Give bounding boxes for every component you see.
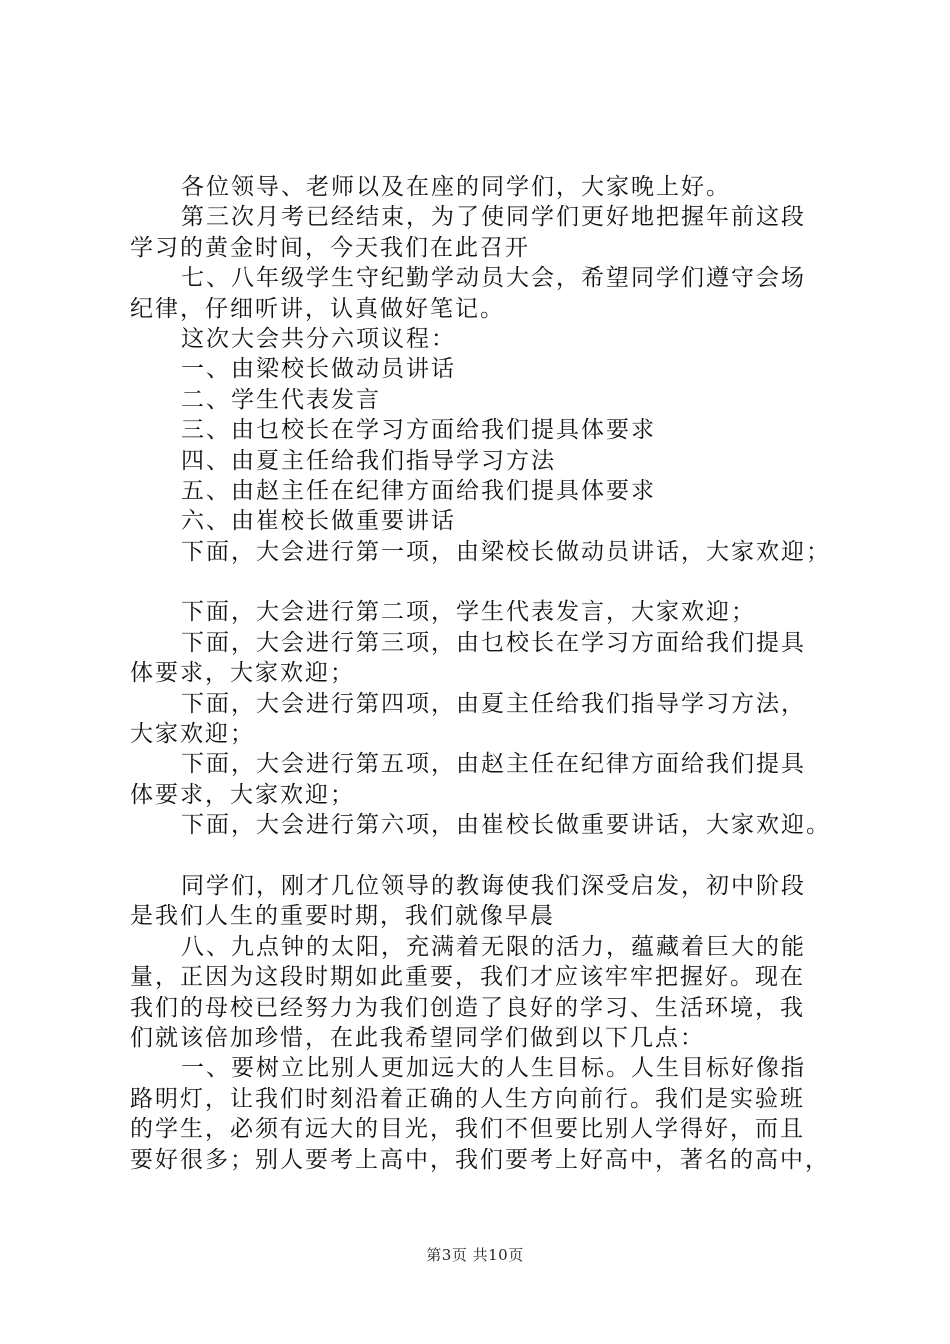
text-line: 量，正因为这段时期如此重要，我们才应该牢牢把握好。现在 (130, 964, 805, 991)
text-line: 体要求，大家欢迎； (130, 781, 355, 808)
text-line: 们就该倍加珍惜，在此我希望同学们做到以下几点： (130, 1024, 705, 1051)
text-line: 大家欢迎； (130, 721, 255, 748)
blank-line (130, 841, 840, 871)
document-body (130, 172, 840, 1175)
text-line: 学习的黄金时间，今天我们在此召开 (130, 234, 530, 261)
page-footer: 第3页 共10页 (426, 1246, 524, 1264)
agenda-item: 六、由崔校长做重要讲话 (181, 508, 456, 535)
text-line: 这次大会共分六项议程： (181, 325, 456, 352)
text-line: 同学们，刚才几位领导的教诲使我们深受启发，初中阶段 (181, 872, 806, 899)
agenda-item: 二、学生代表发言 (181, 386, 381, 413)
text-line: 下面，大会进行第一项，由梁校长做动员讲话，大家欢迎； (181, 538, 831, 565)
agenda-item: 五、由赵主任在纪律方面给我们提具体要求 (181, 477, 656, 504)
text-line: 下面，大会进行第三项，由乜校长在学习方面给我们提具 (181, 629, 806, 656)
text-line: 七、八年级学生守纪勤学动员大会，希望同学们遵守会场 (181, 265, 806, 292)
text-line: 一、要树立比别人更加远大的人生目标。人生目标好像指 (181, 1055, 806, 1082)
text-line: 第三次月考已经结束，为了使同学们更好地把握年前这段 (181, 204, 806, 231)
blank-line (130, 567, 840, 597)
text-line: 路明灯，让我们时刻沿着正确的人生方向前行。我们是实验班 (130, 1085, 805, 1112)
text-line: 下面，大会进行第五项，由赵主任在纪律方面给我们提具 (181, 751, 806, 778)
text-line: 体要求，大家欢迎； (130, 660, 355, 687)
text-line: 八、九点钟的太阳，充满着无限的活力，蕴藏着巨大的能 (181, 933, 806, 960)
text-line: 我们的母校已经努力为我们创造了良好的学习、生活环境，我 (130, 994, 805, 1021)
text-line: 下面，大会进行第二项，学生代表发言，大家欢迎； (181, 599, 756, 626)
agenda-item: 四、由夏主任给我们指导学习方法 (181, 447, 556, 474)
text-line: 各位领导、老师以及在座的同学们，大家晚上好。 (181, 174, 731, 200)
text-line: 下面，大会进行第四项，由夏主任给我们指导学习方法， (181, 690, 806, 717)
text-line: 是我们人生的重要时期，我们就像早晨 (130, 903, 555, 930)
text-line: 纪律，仔细听讲，认真做好笔记。 (130, 295, 505, 322)
agenda-item: 三、由乜校长在学习方面给我们提具体要求 (181, 417, 656, 444)
text-line: 下面，大会进行第六项，由崔校长做重要讲话，大家欢迎。 (181, 812, 831, 839)
agenda-item: 一、由梁校长做动员讲话 (181, 356, 456, 383)
text-line: 的学生，必须有远大的目光，我们不但要比别人学得好，而且 (130, 1116, 805, 1143)
text-line: 要好很多；别人要考上高中，我们要考上好高中，著名的高中， (130, 1146, 830, 1173)
